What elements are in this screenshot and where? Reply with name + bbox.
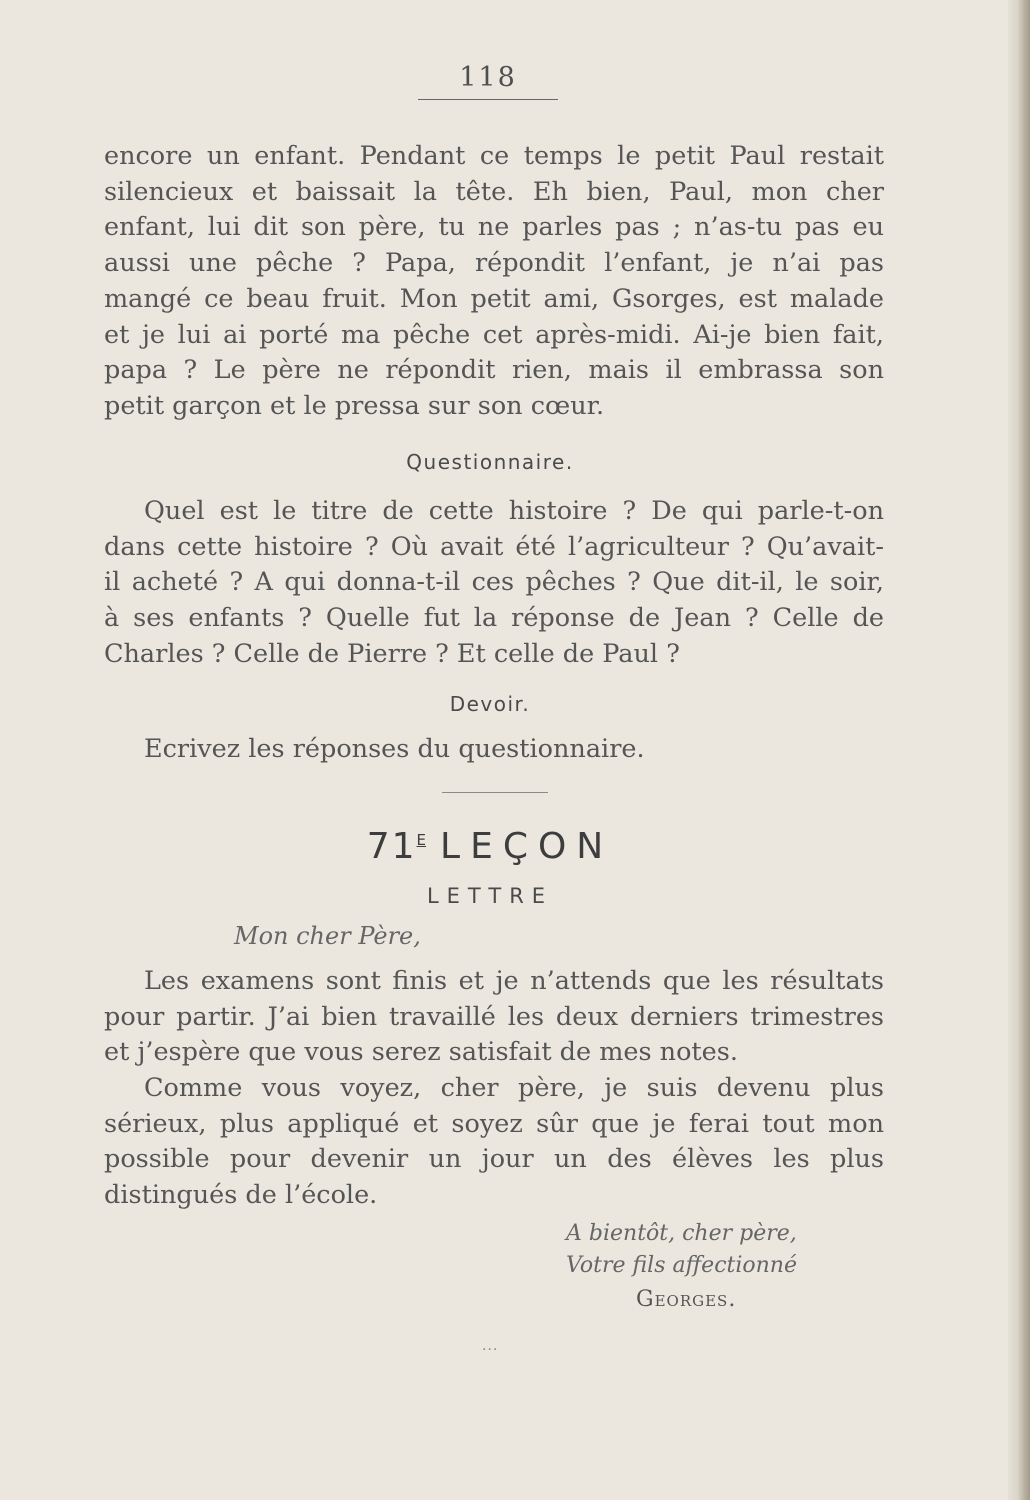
questionnaire-line: à ses enfants ? Quelle fut la réponse de Jean ? Celle de <box>104 603 884 634</box>
questionnaire-line: dans cette histoire ? Où avait été l’agriculteur ? Qu’avait- <box>104 531 884 562</box>
story-line: mangé ce beau fruit. Mon petit ami, Gsorges, est malade <box>104 283 884 314</box>
letter-line: et j’espère que vous serez satisfait de mes notes. <box>104 1037 738 1068</box>
story-line: papa ? Le père ne répondit rien, mais il embrassa son <box>104 355 884 386</box>
letter-line: Comme vous voyez, cher père, je suis devenu plus <box>144 1073 884 1103</box>
letter-line: sérieux, plus appliqué et soyez sûr que je ferai tout mon <box>104 1108 884 1139</box>
lesson-suffix: E <box>416 831 427 849</box>
section-divider <box>442 792 548 793</box>
decorative-dots: ··· <box>482 1342 499 1358</box>
letter-signature: Georges. <box>636 1287 737 1312</box>
story-line: petit garçon et le pressa sur son cœur. <box>104 390 605 421</box>
story-line: encore un enfant. Pendant ce temps le petit Paul restait <box>104 141 884 171</box>
lesson-word: LEÇON <box>440 826 614 867</box>
letter-line: distingués de l’école. <box>104 1180 378 1211</box>
devoir-line: Ecrivez les réponses du questionnaire. <box>144 734 645 764</box>
letter-line: Les examens sont finis et je n’attends que les résultats <box>144 966 884 996</box>
page-number: 118 <box>459 62 517 93</box>
letter-line: pour partir. J’ai bien travaillé les deux derniers trimestres <box>104 1001 884 1032</box>
lesson-title <box>0 826 980 867</box>
story-line: et je lui ai porté ma pêche cet après-midi. Ai-je bien fait, <box>104 319 884 350</box>
header-rule <box>418 99 558 100</box>
questionnaire-line: Quel est le titre de cette histoire ? De qui parle-t-on <box>144 496 884 526</box>
letter-salutation: Mon cher Père, <box>234 922 421 950</box>
story-line: aussi une pêche ? Papa, répondit l’enfant, je n’ai pas <box>104 248 884 279</box>
story-line: enfant, lui dit son père, tu ne parles pas ; n’as-tu pas eu <box>104 212 884 243</box>
letter-paragraph-2 <box>104 1071 884 1214</box>
story-line: silencieux et baissait la tête. Eh bien, Paul, mon cher <box>104 176 884 207</box>
story-paragraph <box>104 139 884 425</box>
letter-closing-2: Votre fils affectionné <box>566 1253 797 1278</box>
questionnaire-heading: Questionnaire. <box>406 450 574 474</box>
questionnaire-paragraph <box>104 494 884 673</box>
questionnaire-line: il acheté ? A qui donna-t-il ces pêches ? Que dit-il, le soir, <box>104 567 884 598</box>
devoir-heading: Devoir. <box>449 692 531 716</box>
letter-paragraph-1 <box>104 964 884 1071</box>
page-edge <box>1008 0 1030 1500</box>
questionnaire-line: Charles ? Celle de Pierre ? Et celle de Paul ? <box>104 638 680 669</box>
lesson-subtitle: LETTRE <box>426 884 554 908</box>
letter-line: possible pour devenir un jour un des élèves les plus <box>104 1144 884 1175</box>
letter-closing-1: A bientôt, cher père, <box>566 1221 797 1246</box>
lesson-number: 71 <box>366 826 417 867</box>
devoir-paragraph <box>104 732 884 768</box>
